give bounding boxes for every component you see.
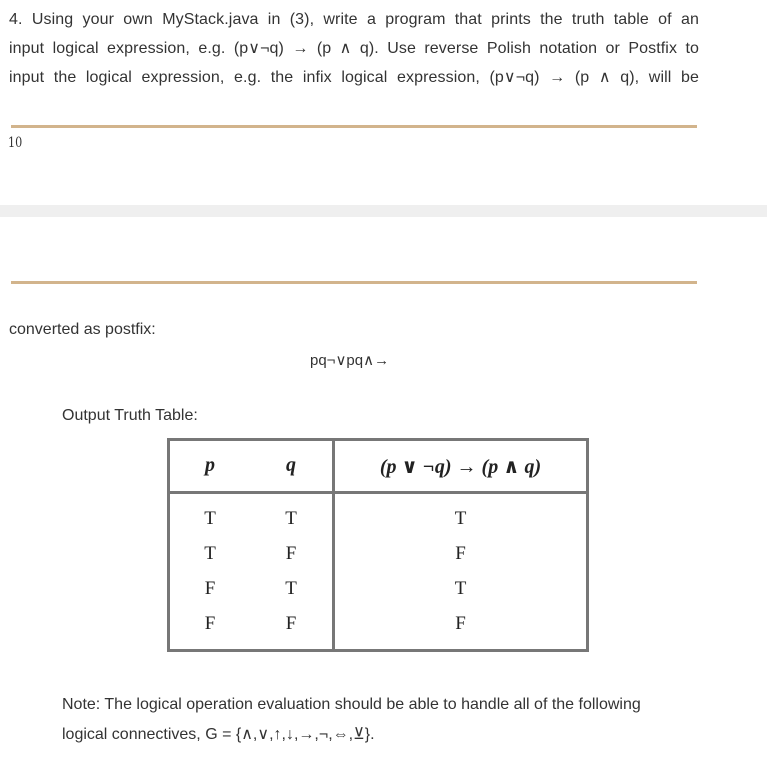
page-break-rule-top xyxy=(11,125,697,128)
table-row xyxy=(170,613,586,648)
note-paragraph xyxy=(62,690,702,750)
question-paragraph xyxy=(9,5,699,92)
header-p: p xyxy=(205,454,215,476)
header-q: q xyxy=(286,454,296,476)
cell-p: F xyxy=(204,578,216,599)
truth-table-label: Output Truth Table: xyxy=(62,407,198,424)
cell-q: F xyxy=(285,543,297,564)
cell-q: F xyxy=(285,613,297,634)
cell-result: T xyxy=(454,578,467,599)
cell-result: T xyxy=(454,508,467,529)
page-gap xyxy=(0,205,767,217)
truth-table xyxy=(167,438,589,652)
cell-result: F xyxy=(455,613,466,634)
postfix-expression: pq¬∨pq∧→ xyxy=(310,352,390,369)
table-divider-horizontal xyxy=(170,491,586,494)
page-number: 10 xyxy=(8,135,23,151)
page-break-rule-bottom xyxy=(11,281,697,284)
table-row xyxy=(170,543,586,578)
note-line-2: logical connectives, G = {∧,∨,↑,↓,→,¬,⇔,⊻}. xyxy=(62,726,375,743)
cell-p: T xyxy=(204,508,216,529)
cell-result: F xyxy=(455,543,466,564)
question-line-1: 4. Using your own MyStack.java in (3), write a program that prints the truth table of an xyxy=(9,11,699,28)
cell-q: T xyxy=(285,578,297,599)
table-row xyxy=(170,508,586,543)
note-line-1: Note: The logical operation evaluation should be able to handle all of the following xyxy=(62,696,641,713)
question-line-2: input logical expression, e.g. (p∨¬q) → (p ∧ q). Use reverse Polish notation or Postfix to xyxy=(9,40,699,57)
header-formula: (p ∨ ¬q) → (p ∧ q) xyxy=(379,456,542,478)
cell-p: T xyxy=(204,543,216,564)
question-line-3: input the logical expression, e.g. the infix logical expression, (p∨¬q) → (p ∧ q), will be xyxy=(9,69,699,86)
converted-text: converted as postfix: xyxy=(9,321,156,338)
cell-p: F xyxy=(204,613,216,634)
cell-q: T xyxy=(285,508,297,529)
table-row xyxy=(170,578,586,613)
